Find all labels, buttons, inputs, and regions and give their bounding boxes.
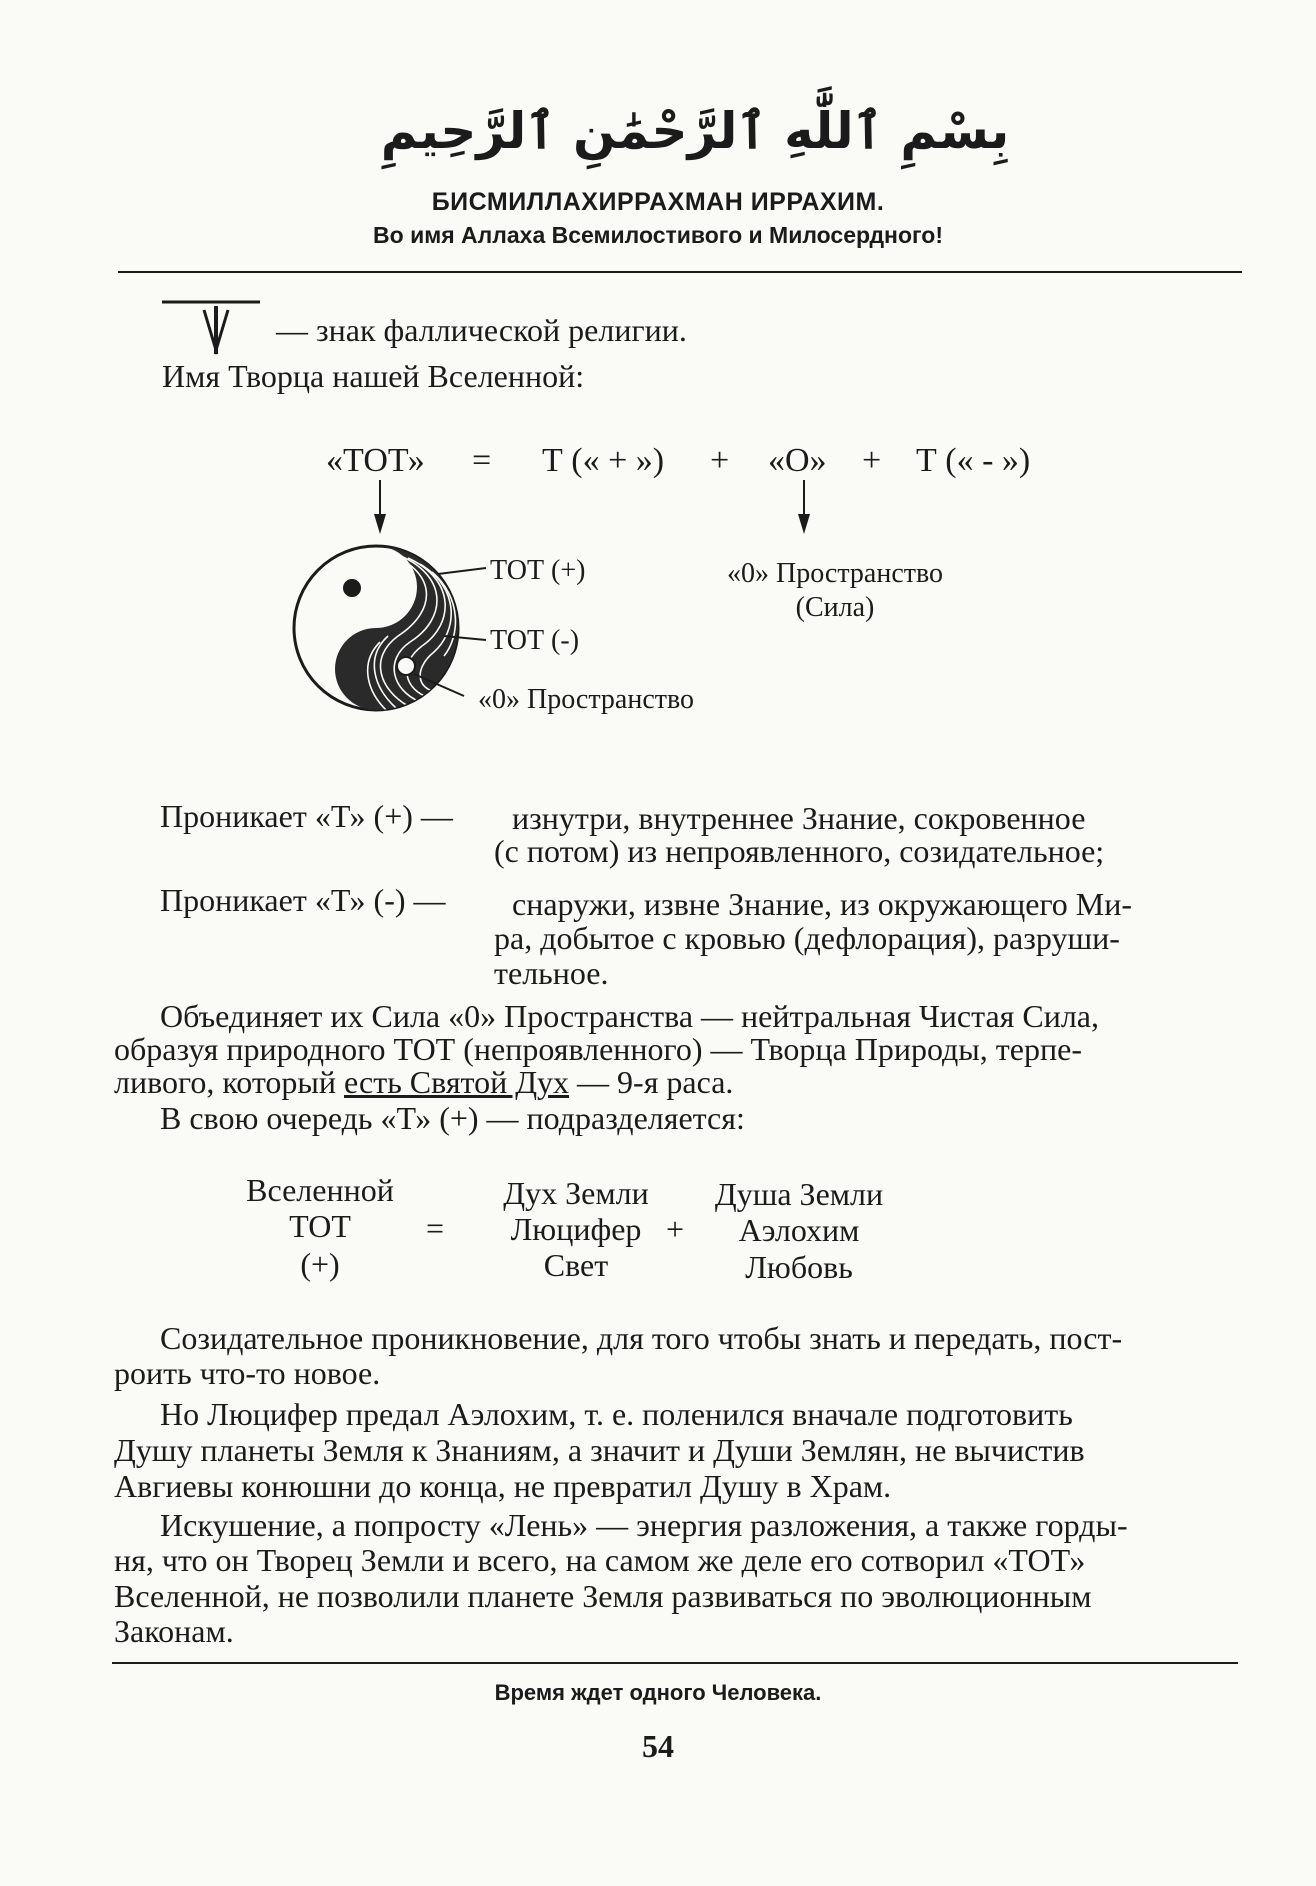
phallic-sign-caption: — знак фаллической религии. — [276, 312, 687, 348]
para3-line4: Законам. — [114, 1613, 234, 1649]
table-col1-r1: Вселенной — [246, 1172, 394, 1208]
formula-t-plus: Т (« + ») — [542, 442, 665, 479]
penetrates-plus-term: Проникает «Т» (+) — — [160, 798, 453, 834]
label-o-force: (Сила) — [795, 592, 875, 623]
yin-yang-diagram — [288, 540, 508, 715]
holy-spirit-underline: есть Святой Дух — [344, 1064, 570, 1100]
phallic-sign-icon — [160, 298, 262, 360]
table-col3-r3: Любовь — [745, 1249, 853, 1285]
table-col3-r2: Аэлохим — [738, 1212, 860, 1248]
down-arrow-icon — [374, 480, 386, 534]
down-arrow-icon — [798, 480, 810, 534]
unites-line1: Объединяет их Сила «0» Пространства — нейтральная Чистая Сила, — [160, 998, 1099, 1034]
para2-line1: Но Люцифер предал Аэлохим, т. е. поленился вначале подготовить — [160, 1396, 1073, 1432]
label-zero-space: «0» Пространство — [478, 684, 695, 715]
header-divider — [118, 271, 1242, 273]
penetrates-minus-line1: снаружи, извне Знание, из окружающего Ми- — [512, 886, 1133, 922]
page-number: 54 — [642, 1728, 674, 1764]
table-col2-r2: Люцифер — [510, 1211, 642, 1247]
formula-o: «О» — [768, 442, 827, 479]
svg-text:بِسْمِ ٱللَّٰهِ ٱلرَّحْمَٰنِ ٱ: بِسْمِ ٱللَّٰهِ ٱلرَّحْمَٰنِ ٱلرَّحِيمِ — [380, 102, 1010, 160]
para2-line2: Душу планеты Земля к Знаниям, а значит и Души Землян, не вычистив — [114, 1432, 1085, 1468]
table-plus: + — [666, 1211, 685, 1247]
penetrates-minus-line2: ра, добытое с кровью (дефлорация), разруши- — [494, 920, 1120, 956]
formula-arrows — [360, 478, 820, 538]
table-col3-r1: Душа Земли — [714, 1176, 884, 1212]
para1-line2: роить что-то новое. — [114, 1355, 381, 1391]
table-col2-r3: Свет — [543, 1247, 609, 1283]
para3-line3: Вселенной, не позволили планете Земля развиваться по эволюционным — [114, 1578, 1092, 1614]
penetrates-plus-line2: (с потом) из непроявленного, созидательное; — [494, 833, 1105, 869]
para3-line2: ня, что он Творец Земли и всего, на самом же деле его сотворил «ТОТ» — [114, 1542, 1086, 1578]
table-col2-r1: Дух Земли — [503, 1175, 649, 1211]
formula-tot: «ТОТ» — [326, 442, 425, 479]
footer-motto: Время ждет одного Человека. — [494, 1680, 822, 1705]
label-o-space: «0» Пространство — [726, 558, 944, 589]
footer-divider — [112, 1662, 1238, 1664]
penetrates-minus-term: Проникает «Т» (-) — — [160, 882, 446, 918]
para2-line3: Авгиевы конюшни до конца, не превратил Душу в Храм. — [114, 1468, 892, 1504]
formula-equals: = — [472, 442, 492, 479]
unites-line4: В свою очередь «Т» (+) — подразделяется: — [160, 1100, 745, 1136]
creator-name-heading: Имя Творца нашей Вселенной: — [162, 358, 585, 394]
penetrates-minus-line3: тельное. — [494, 955, 609, 991]
formula-t-minus: Т (« - ») — [916, 442, 1031, 479]
para3-line1: Искушение, а попросту «Лень» — энергия разложения, а также горды- — [160, 1507, 1128, 1543]
unites-line3: ливого, который есть Святой Дух — 9-я раса. — [114, 1064, 734, 1100]
label-tot-plus: ТОТ (+) — [490, 555, 586, 586]
formula-plus-2: + — [862, 442, 882, 479]
table-col1-r3: (+) — [300, 1246, 340, 1282]
table-equals: = — [426, 1210, 445, 1246]
header-subtitle: Во имя Аллаха Всемилостивого и Милосердного! — [373, 222, 943, 248]
dark-dot-icon — [343, 579, 361, 597]
table-col1-r2: ТОТ — [289, 1208, 351, 1244]
unites-line2: образуя природного ТОТ (непроявленного) — Творца Природы, терпе- — [114, 1031, 1082, 1067]
light-dot-icon — [397, 657, 415, 675]
header-title: БИСМИЛЛАХИРРАХМАН ИРРАХИМ. — [431, 188, 885, 216]
para1-line1: Созидательное проникновение, для того чтобы знать и передать, пост- — [160, 1320, 1123, 1356]
label-tot-minus: ТОТ (-) — [490, 625, 580, 656]
formula-plus-1: + — [710, 442, 730, 479]
bismillah-calligraphy — [380, 70, 1010, 175]
penetrates-plus-line1: изнутри, внутреннее Знание, сокровенное — [512, 800, 1086, 836]
